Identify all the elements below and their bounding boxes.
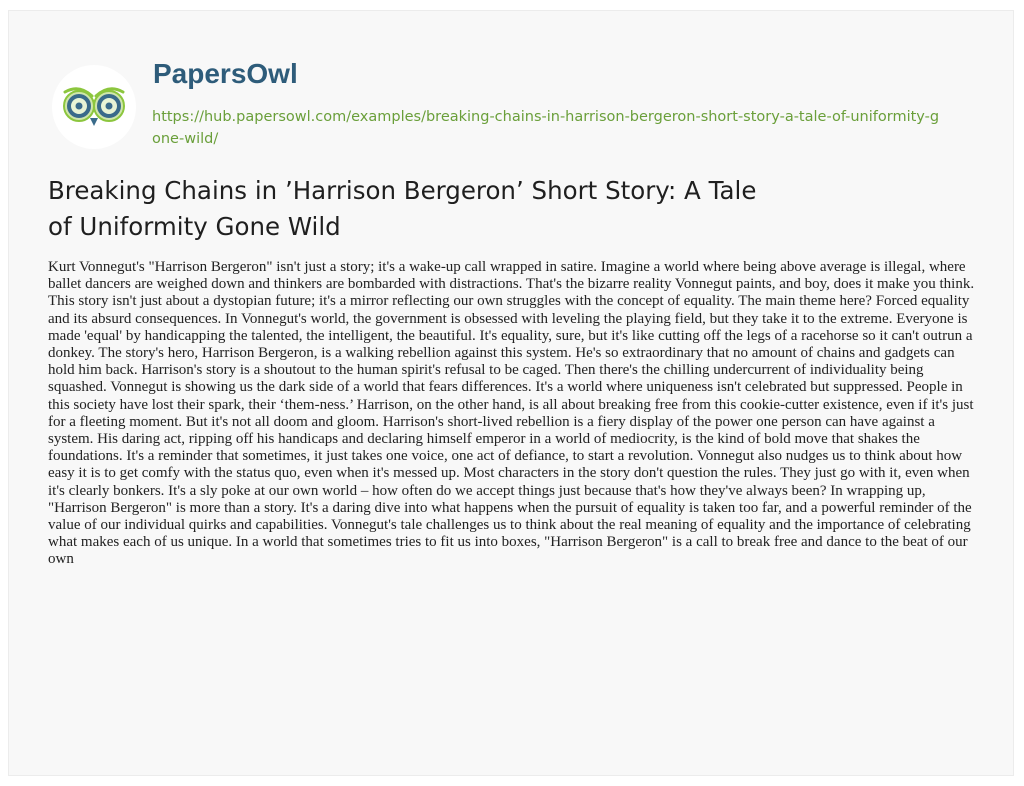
source-url-link[interactable]: https://hub.papersowl.com/examples/breaking-chains-in-harrison-bergeron-short-story-a-tale-of-uniformity-gone-wild/ <box>152 109 940 147</box>
owl-face-icon <box>49 62 139 152</box>
article-body: Kurt Vonnegut's "Harrison Bergeron" isn't just a story; it's a wake-up call wrapped in satire. Imagine a world where being above average is illegal, where ballet dancers are weighed down and thinkers are bombarded with distractions. That's the bizarre reality Vonnegut paints, and boy, does it make you think. This story isn't just about a dystopian future; it's a mirror reflecting our own struggles with the concept of equality. The main theme here? Forced equality and its absurd consequences. In Vonnegut's world, the government is obsessed with leveling the playing field, but they take it to the extreme. Everyone is made 'equal' by handicapping the talented, the intelligent, the beautiful. It's equality, sure, but it's like cutting off the legs of a racehorse so it can't outrun a donkey. The story's hero, Harrison Bergeron, is a walking rebellion against this system. He's so extraordinary that no amount of chains and gadgets can hold him back. Harrison's story is a shoutout to the human spirit's refusal to be caged. Then there's the chilling undercurrent of individuality being squashed. Vonnegut is showing us the dark side of a world that fears differences. It's a world where uniqueness isn't celebrated but suppressed. People in this society have lost their spark, their ‘them-ness.’ Harrison, on the other hand, is all about breaking free from this cookie-cutter existence, even if it's just for a fleeting moment. But it's not all doom and gloom. Harrison's short-lived rebellion is a fiery display of the power one person can have against a system. His daring act, ripping off his handicaps and declaring himself emperor in a world of mediocrity, is the kind of bold move that shakes the foundations. It's a reminder that sometimes, it just takes one voice, one act of defiance, to start a revolution. Vonnegut also nudges us to think about how easy it is to get comfy with the status quo, even when it's messed up. Most characters in the story don't question the rules. They just go with it, even when it's clearly bonkers. It's a sly poke at our own world – how often do we accept things just because that's how they've always been? In wrapping up, "Harrison Bergeron" is more than a story. It's a daring dive into what happens when the pursuit of equality is taken too far, and a powerful reminder of the value of our individual quirks and capabilities. Vonnegut's tale challenges us to think about the real meaning of equality and the importance of celebrating what makes each of us unique. In a world that sometimes tries to fit us into boxes, "Harrison Bergeron" is a call to break free and dance to the beat of our own <box>48 259 975 568</box>
header <box>49 58 949 162</box>
article-title: Breaking Chains in ’Harrison Bergeron’ Short Story: A Tale of Uniformity Gone Wild <box>48 176 757 241</box>
brand-name: PapersOwl <box>153 58 298 89</box>
